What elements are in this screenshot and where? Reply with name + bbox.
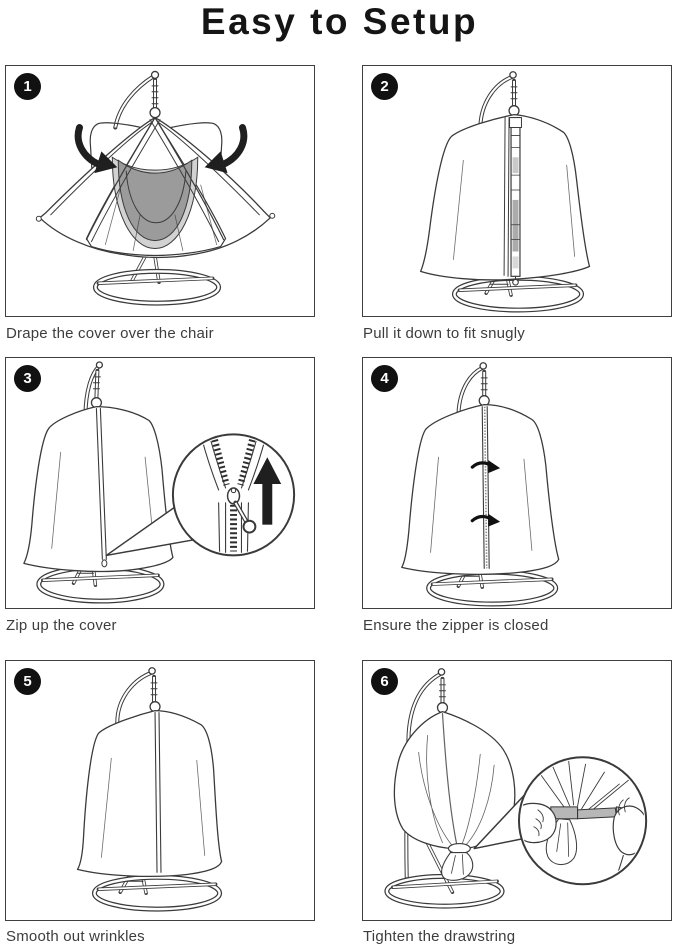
panel-step-5 [5, 660, 315, 921]
stand-base [387, 876, 502, 906]
zip-up-illustration [6, 358, 314, 608]
step-number-badge [14, 668, 41, 695]
step-number: 4 [380, 370, 389, 387]
panel-step-1 [5, 65, 315, 317]
drape-arrow-left-icon [78, 128, 117, 174]
panel-step-6 [362, 660, 672, 921]
panel-step-3 [5, 357, 315, 609]
pull-down-illustration [363, 66, 671, 316]
page-title: Easy to Setup [200, 1, 479, 42]
caption-step-2: Pull it down to fit snugly [363, 325, 525, 342]
caption-step-1: Drape the cover over the chair [6, 325, 214, 342]
zipper-pull-ring [243, 521, 255, 533]
step-number-badge [14, 365, 41, 392]
smooth-cover-illustration [6, 661, 314, 920]
right-hand [613, 806, 648, 855]
step-number: 6 [380, 673, 389, 690]
step-number-badge [14, 73, 41, 100]
caption-step-3: Zip up the cover [6, 617, 117, 634]
cover-body [402, 405, 559, 575]
step-number-badge [371, 73, 398, 100]
stand-base [95, 256, 218, 303]
drape-cover-illustration [6, 66, 314, 316]
panel-step-4 [362, 357, 672, 609]
drawstring-cord [578, 808, 617, 819]
cover-body [78, 711, 222, 877]
drape-arrow-right-icon [205, 128, 244, 174]
drawstring-illustration [363, 661, 671, 920]
step-number-badge [371, 365, 398, 392]
step-number-badge [371, 668, 398, 695]
step-number: 1 [23, 78, 32, 95]
step-number: 3 [23, 370, 32, 387]
caption-step-6: Tighten the drawstring [363, 928, 516, 944]
step-number: 5 [23, 673, 32, 690]
panel-step-2 [362, 65, 672, 317]
caption-step-4: Ensure the zipper is closed [363, 617, 549, 634]
caption-step-5: Smooth out wrinkles [6, 928, 145, 944]
zipper-closed-illustration [363, 358, 671, 608]
step-number: 2 [380, 78, 389, 95]
